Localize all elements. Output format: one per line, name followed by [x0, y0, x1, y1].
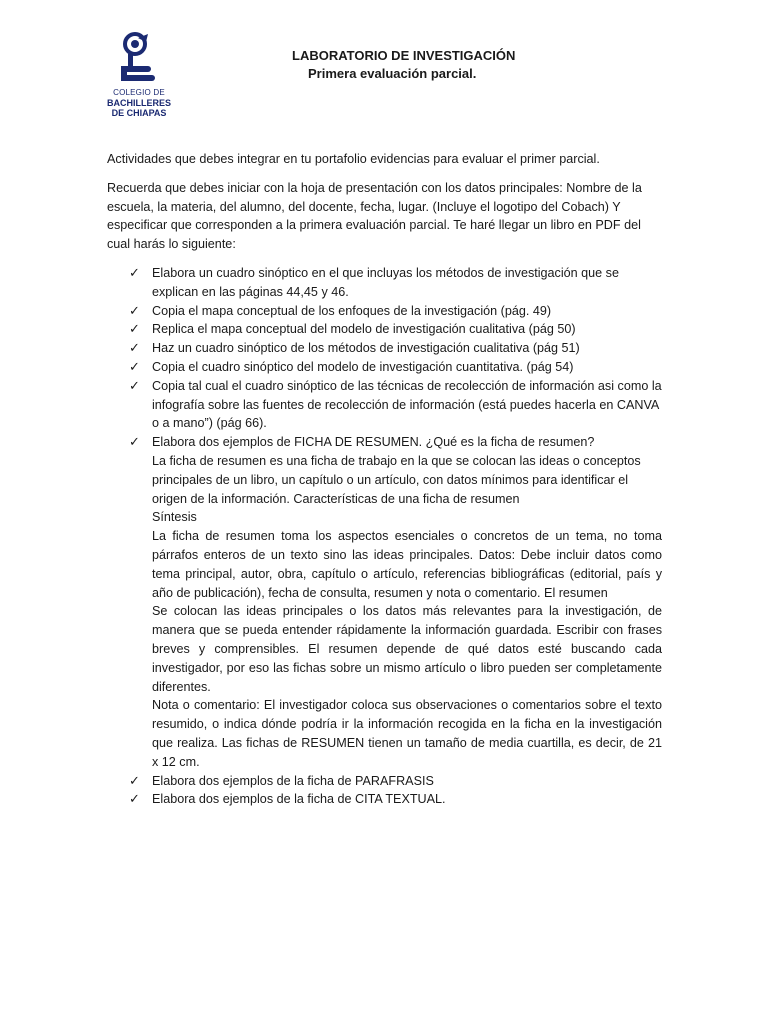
- activity-checklist: [107, 264, 662, 809]
- instructions-paragraph: Recuerda que debes iniciar con la hoja de presentación con los datos principales: Nombre de la escuela, la materia, del alumno, del docente, fecha, lugar. (Incluye el logotipo del Cobach) Y especificar que corresponden a la primera evaluación parcial. Te haré llegar un libro en PDF del cual harás lo siguiente:: [107, 180, 642, 252]
- check-mark-icon: ✓: [129, 358, 140, 374]
- cobach-emblem-icon: [118, 30, 160, 88]
- check-mark-icon: ✓: [129, 434, 140, 450]
- check-mark-icon: ✓: [129, 340, 140, 356]
- check-mark-icon: ✓: [129, 791, 140, 807]
- document-body: [107, 150, 662, 809]
- list-item: ✓ Elabora dos ejemplos de la ficha de CITA TEXTUAL.: [107, 790, 662, 809]
- list-item: ✓ Copia el cuadro sinóptico del modelo de investigación cuantitativa. (pág 54): [107, 358, 662, 377]
- list-item: ✓ Copia tal cual el cuadro sinóptico de las técnicas de recolección de información asi como la infografía sobre las fuentes de recolección de información (está puedes hacerla en CANVA o a mano”) (pág 66).: [129, 377, 662, 431]
- page-title: LABORATORIO DE INVESTIGACIÓN: [292, 48, 516, 63]
- list-item: ✓ Elabora dos ejemplos de la ficha de PARAFRASIS: [107, 772, 662, 791]
- check-mark-icon: ✓: [129, 302, 140, 318]
- page-subtitle: Primera evaluación parcial.: [308, 66, 477, 81]
- document-header: [292, 47, 515, 83]
- list-item: ✓ Elabora un cuadro sinóptico en el que incluyas los métodos de investigación que se explican en las páginas 44,45 y 46.: [129, 264, 619, 299]
- check-mark-icon: ✓: [129, 321, 140, 337]
- logo-wordmark: COLEGIO DE BACHILLERES DE CHIAPAS: [106, 88, 171, 118]
- list-item: ✓ Copia el mapa conceptual de los enfoques de la investigación (pág. 49): [107, 302, 662, 321]
- intro-paragraph: Actividades que debes integrar en tu portafolio evidencias para evaluar el primer parcial.: [107, 152, 600, 166]
- check-mark-icon: ✓: [129, 772, 140, 788]
- list-item: ✓ Haz un cuadro sinóptico de los métodos de investigación cualitativa (pág 51): [107, 339, 662, 358]
- check-mark-icon: ✓: [129, 377, 140, 393]
- cobach-logo: [100, 30, 178, 118]
- list-item: ✓ Replica el mapa conceptual del modelo de investigación cualitativa (pág 50): [107, 320, 662, 339]
- list-item-ficha-resumen: ✓ Elabora dos ejemplos de FICHA DE RESUMEN. ¿Qué es la ficha de resumen? La ficha de resumen es una ficha de trabajo en la que se colocan las ideas o conceptos principales de un libro, un capítulo o un artículo, con datos mínimos para identificar el origen de la información. Características de una ficha de resumen Síntesis La ficha de resumen toma los aspectos esenciales o concretos de un tema, no toma párrafos enteros de un texto sino las ideas principales. Datos: Debe incluir datos como tema principal, autor, obra, capítulo o artículo, referencias bibliográficas (editorial, país y año de publicación), fecha de consulta, resumen y nota o comentario. El resumen Se colocan las ideas principales o los datos más relevantes para la investigación, de manera que se pueda entender rápidamente la información guardada. Escribir con frases breves y comprensibles. El resumen depende de qué datos esté buscando cada investigador, por eso las fichas sobre un mismo artículo o libro pueden ser completamente diferentes. Nota o comentario: El investigador coloca sus observaciones o comentarios sobre el texto resumido, o indica dónde podría ir la información recogida en la ficha en la investigación que realiza. Las fichas de RESUMEN tienen un tamaño de media cuartilla, es decir, de 21 x 12 cm.: [129, 434, 662, 769]
- check-mark-icon: ✓: [129, 264, 140, 280]
